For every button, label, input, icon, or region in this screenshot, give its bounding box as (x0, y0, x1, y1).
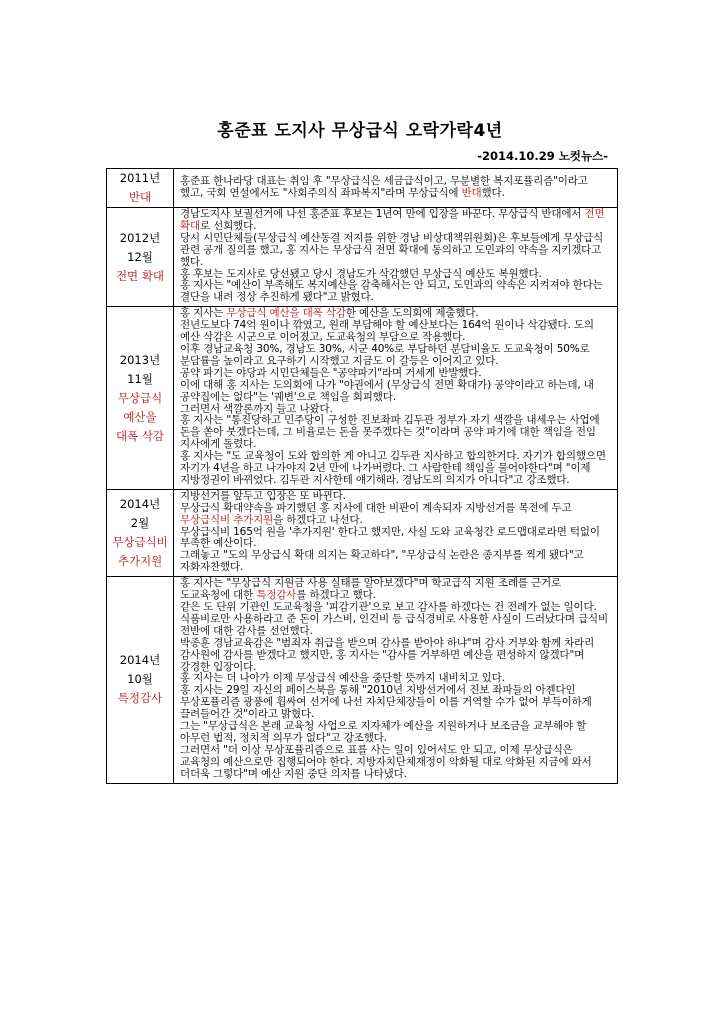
body-text: 로 선회했다. (200, 219, 257, 232)
timeline-row (107, 307, 618, 490)
content-cell (174, 208, 618, 307)
date-cell (107, 577, 174, 783)
highlight-text: 무상급식 예산을 대폭 삭감 (226, 307, 346, 320)
content-paragraph (180, 685, 613, 721)
timeline-row (107, 169, 618, 208)
timeline-table (106, 168, 618, 784)
stance-label: 대폭 삭감 (115, 428, 165, 443)
highlight-text: 반대 (461, 186, 482, 199)
content-paragraph (180, 614, 613, 638)
timeline-row (107, 208, 618, 307)
source-line: -2014.10.29 노컷뉴스- (477, 149, 608, 163)
date-label: 2014년 (119, 497, 161, 512)
content-paragraph (180, 415, 613, 451)
body-text: 무상급식비 165억 원을 '추가지원' 한다고 했지만, 사실 도와 교육청간 로드맵대로라면 턱없이 부족한 예산이다. (180, 525, 600, 550)
date-cell (107, 307, 174, 490)
body-text: 경남도지사 보궐선거에 나선 홍준표 후보는 1년여 만에 입장을 바꾼다. 무상급식 반대에서 (180, 208, 585, 220)
content-paragraph (180, 209, 613, 233)
body-text: 홍 지사는 29일 자신의 페이스북을 통해 "2010년 지방선거에서 진보 좌파들의 아젠다인 무상포퓰리즘 광풍에 휩싸여 선거에 나선 자치단체장들이 이를 거역할 수가 없어 부득이하게 끌려들어간 것"이라고 밝혔다. (180, 684, 592, 721)
body-text: 를 하겠다고 했다. (296, 589, 376, 602)
body-text: 그는 "무상급식은 본래 교육청 사업으로 지자체가 예산을 지원하거나 보조금을 교부해야 할 아무런 법적, 정치적 의무가 없다"고 강조했다. (180, 720, 587, 744)
body-text: 홍준표 한나라당 대표는 취임 후 "무상급식은 세금급식이고, 무분별한 복지포퓰리즘"이라고 했고, 국회 연설에서도 "사회주의식 좌파복지"라며 무상급식에 (180, 174, 588, 199)
date-label: 11월 (127, 371, 153, 386)
body-text: 지방선거를 앞두고 입장은 또 바뀐다. (180, 489, 346, 502)
body-text: 이후 경남교육청 30%, 경남도 30%, 시군 40%로 부담하던 분담비율도 도교육청이 50%로 분담률을 높이라고 요구하기 시작했고 지금도 이 갈등은 이어지고 있다. (180, 342, 590, 367)
highlight-text: 특정감사 (256, 589, 297, 602)
content-paragraph (180, 638, 613, 674)
stance-label: 전면 확대 (115, 268, 165, 283)
date-label: 2월 (130, 516, 150, 531)
date-label: 10월 (127, 672, 153, 687)
body-text: 식품비로만 사용하라고 준 돈이 가스비, 인건비 등 급식경비로 사용한 사실이 드러났다며 급식비 전반에 대한 감사를 선언했다. (180, 612, 608, 637)
stance-label: 특정감사 (117, 691, 163, 706)
body-text: 홍 지사는 "예산이 부족해도 복지예산을 감축해서는 안 되고, 도민과의 약속은 지켜져야 한다는 결단을 내려 정상 추진하게 됐다"고 밝혔다. (180, 279, 603, 304)
stance-label: 반대 (128, 190, 152, 204)
body-text: 홍 지사는 "도 교육청이 도와 합의한 게 아니고 김두관 지사하고 합의한거다. 자기가 합의했으면 자기가 4년을 하고 나가야지 2년 만에 나가버렸다. 그 사람한테 책임을 물어야한다"며 "이제 지방정권이 바뀌었다. 김두관 지사한테 얘기해라. 경남도의 의지가 아니다"고 강조했다. (180, 450, 606, 486)
date-label: 2013년 (119, 352, 161, 367)
timeline-row (107, 577, 618, 783)
body-text: 같은 도 단위 기관인 도교육청을 '피감기관'으로 보고 감사를 하겠다는 건 전례가 없는 일이다. (180, 601, 597, 613)
content-cell (174, 577, 618, 783)
date-label: 2012년 (119, 230, 161, 245)
stance-label: 예산을 (123, 409, 157, 424)
content-paragraph (180, 578, 613, 602)
stance-label: 무상급식비 (112, 535, 168, 550)
content-paragraph (180, 451, 613, 487)
body-text: 박종훈 경남교육감은 "범죄자 취급을 받으며 감사를 받아야 하냐"며 감사 거부와 함께 차라리 감사원에 감사를 받겠다고 했지만, 홍 지사는 "감사를 거부하면 예산을 편성하지 않겠다"며 강경한 입장이다. (180, 636, 595, 673)
content-cell (174, 169, 618, 208)
body-text: 홍 후보는 도지사로 당선됐고 당시 경남도가 삭감했던 무상급식 예산도 복원했다. (180, 267, 542, 280)
content-cell (174, 489, 618, 576)
date-label: 2014년 (119, 653, 161, 668)
content-paragraph (180, 745, 613, 781)
content-cell (174, 307, 618, 490)
body-text: 한 예산을 도의회에 제출했다. (345, 307, 479, 320)
body-text: 홍 지사는 (180, 307, 227, 320)
body-text: 이에 대해 홍 지사는 도의회에 나가 "야권에서 (무상급식 전면 확대가) 공약이라고 하는데, 내 공약집에는 없다"는 '궤변'으로 책임을 회피했다. (180, 378, 594, 403)
body-text: 무상급식 확대약속을 파기했던 홍 지사에 대한 비판이 계속되자 지방선거를 목전에 두고 (180, 501, 572, 514)
body-text: 당시 시민단체들(무상급식 예산동결 저지를 위한 경남 비상대책위원회)은 후보들에게 무상급식 관련 공개 질의를 했고, 홍 지사는 무상급식 전면 확대에 동의하고 도민과의 약속을 지키겠다고 했다. (180, 231, 604, 268)
body-text: 홍 지사는 "무상급식 지원금 사용 실태를 알아보겠다"며 학교급식 지원 조례를 근거로 도교육청에 대한 (180, 577, 561, 602)
stance-label: 추가지원 (117, 554, 163, 569)
stance-label: 무상급식 (117, 390, 163, 405)
body-text: 홍 지사는 "통진당하고 민주당이 구성한 진보좌파 김두관 정부가 자기 색깔을 내세우는 사업에 돈을 쏟아 붓겠다는데, 그 비율로는 돈을 못주겠다는 것"이라며 공약 파기에 대한 책임을 전임 지사에게 돌렸다. (180, 414, 600, 451)
date-label: 12월 (127, 249, 153, 264)
content-paragraph (180, 280, 613, 304)
timeline-row (107, 489, 618, 576)
body-text: 그러면서 "더 이상 무상포퓰리즘으로 표를 사는 일이 있어서도 안 되고, 이제 무상급식은 교육청의 예산으로만 집행되어야 한다. 지방자치단체재정이 악화될 대로 악화된 지금에 와서 더더욱 그렇다"며 예산 지원 중단 의지를 나타냈다. (180, 743, 592, 780)
content-paragraph (180, 233, 613, 269)
date-label: 2011년 (119, 171, 161, 185)
content-paragraph (180, 503, 613, 527)
content-paragraph (180, 380, 613, 404)
content-paragraph (180, 176, 613, 200)
content-paragraph (180, 721, 613, 745)
date-cell (107, 489, 174, 576)
body-text: 공약 파기는 야당과 시민단체들은 "공약파기"라며 거세게 반발했다. (180, 366, 482, 379)
content-paragraph (180, 550, 613, 574)
body-text: 전년도보다 74억 원이나 깎였고, 원래 부담해야 할 예산보다는 164억 원이나 삭감됐다. 도의 예산 삭감은 시군으로 이어졌고, 도교육청의 부담으로 작용했다. (180, 319, 594, 344)
body-text: 했다. (481, 186, 505, 199)
document-title: 홍준표 도지사 무상급식 오락가락4년 (217, 121, 503, 141)
body-text: 을 하겠다고 나선다. (273, 513, 363, 526)
date-cell (107, 208, 174, 307)
content-paragraph (180, 527, 613, 551)
date-cell (107, 169, 174, 208)
content-paragraph (180, 320, 613, 344)
body-text: 그래놓고 "도의 무상급식 확대 의지는 확고하다", "무상급식 논란은 종지부를 찍게 됐다"고 자화자찬했다. (180, 549, 584, 574)
highlight-text: 무상급식비 추가지원 (180, 513, 274, 526)
body-text: 그러면서 색깔론까지 들고 나왔다. (180, 402, 333, 415)
body-text: 홍 지사는 더 나아가 이제 무상급식 예산을 중단할 뜻까지 내비치고 있다. (180, 672, 505, 685)
highlight-text: 전면 확대 (180, 208, 605, 232)
content-paragraph (180, 344, 613, 368)
